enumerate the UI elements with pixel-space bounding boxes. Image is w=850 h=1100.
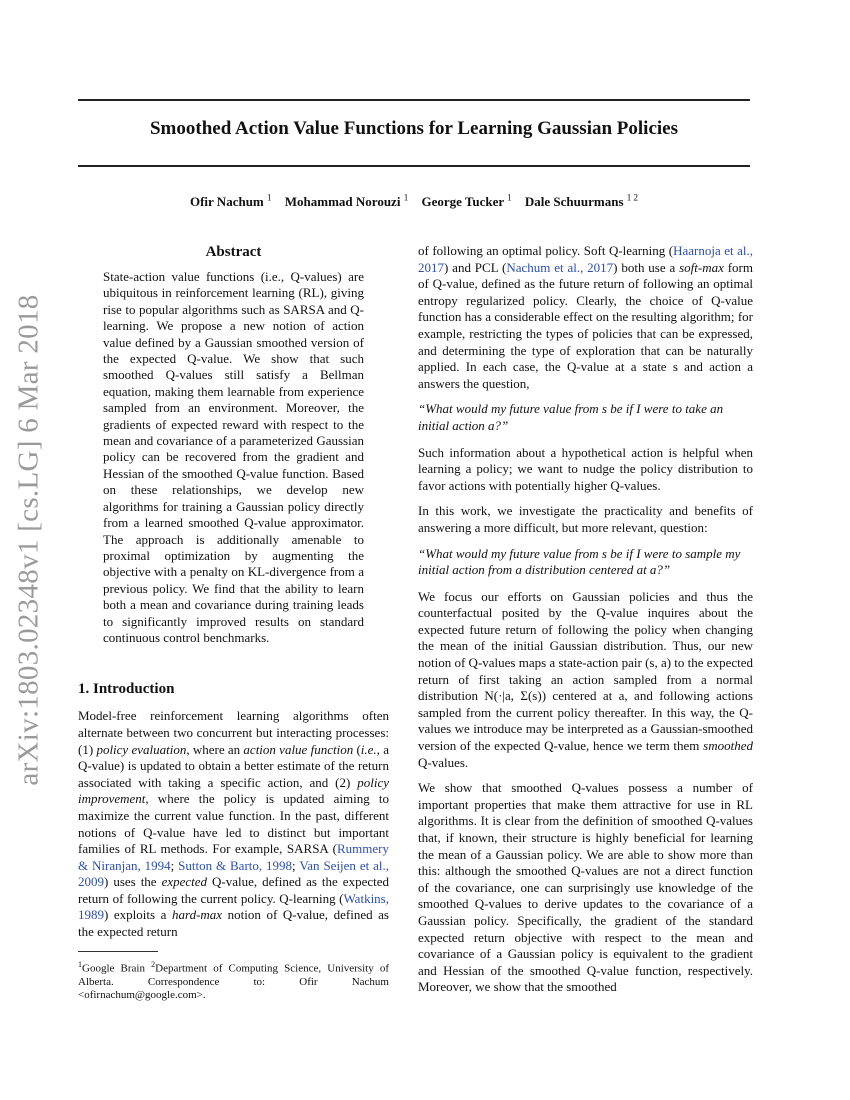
intro-paragraph: Model-free reinforcement learning algorithms often alternate between two concurrent but interacting processes: (1) policy evaluation, where an action value function (i.e., a Q-value) is updated to obtain a better estimate of the return associated with taking a specific action, and (2) policy improvement, where the policy is updated aiming to maximize the current value function. In the past, different notions of Q-value have led to distinct but important families of RL methods. For example, SARSA (Rummery & Niranjan, 1994; Sutton & Barto, 1998; Van Seijen et al., 2009) uses the expected Q-value, defined as the expected return of following the current policy. Q-learning (Watkins, 1989) exploits a hard-max notion of Q-value, defined as the expected return	[78, 708, 389, 940]
citation-link[interactable]: Haarnoja et al., 2017	[418, 243, 753, 275]
author: Dale Schuurmans $^{1 2}$	[524, 193, 639, 210]
abstract-text: State-action value functions (i.e., Q-values) are ubiquitous in reinforcement learning (RL), giving rise to popular algorithms such as SARSA and Q-learning. We propose a new notion of action value defined by a Gaussian smoothed version of the expected Q-value. We show that such smoothed Q-values still satisfy a Bellman equation, making them learnable from experience sampled from an environment. Moreover, the gradients of expected reward with respect to the mean and covariance of a parameterized Gaussian policy can be recovered from the gradient and Hessian of the smoothed Q-value function. Based on these relationships, we develop new algorithms for training a Gaussian policy directly from a learned smoothed Q-value approximator. The approach is additionally amenable to proximal optimization by augmenting the objective with a penalty on KL-divergence from a previous policy. We find that the ability to learn both a mean and covariance during training leads to significantly improved results on standard continuous control benchmarks.	[103, 269, 364, 645]
footnote: $^1$Google Brain $^2$Department of Computing Science, University of Alberta. Correspondence to: Ofir Nachum <ofirnachum@google.com>.	[78, 959, 389, 1002]
citation-link[interactable]: Sutton & Barto, 1998	[178, 857, 293, 873]
quote: “What would my future value from s be if I were to sample my initial action from a distribution centered at a?”	[418, 545, 741, 578]
introduction-heading: 1. Introduction	[78, 681, 175, 698]
title-bottom-rule	[78, 165, 750, 167]
title-top-rule	[78, 99, 750, 101]
right-column	[418, 243, 753, 1005]
left-column	[78, 243, 389, 1003]
body-paragraph: In this work, we investigate the practicality and benefits of answering a more difficult, but more relevant, question:	[418, 503, 753, 535]
author: George Tucker $^1$	[421, 193, 512, 210]
author: Ofir Nachum $^1$	[189, 193, 272, 210]
author: Mohammad Norouzi $^1$	[284, 193, 409, 210]
paper-title: Smoothed Action Value Functions for Learning Gaussian Policies	[149, 118, 679, 139]
body-paragraph: We focus our efforts on Gaussian policies and thus the counterfactual posited by the Q-value inquires about the expected future return of following the policy when changing the mean of the initial Gaussian distribution. Thus, our new notion of Q-values maps a state-action pair (s, a) to the expected return of first taking an action sampled from a normal distribution N(·|a, Σ(s)) centered at a, and following actions sampled from the current policy thereafter. In this way, the Q-values we introduce may be interpreted as a Gaussian-smoothed version of the expected Q-value, hence we term them smoothed Q-values.	[418, 588, 753, 770]
arxiv-identifier: arXiv:1803.02348v1 [cs.LG] 6 Mar 2018	[12, 294, 45, 786]
body-paragraph: We show that smoothed Q-values possess a number of important properties that make them attractive for use in RL algorithms. It is clear from the definition of smoothed Q-values that, if known, their structure is highly beneficial for learning the mean of a Gaussian policy. We are able to show more than this: although the smoothed Q-values are not a direct function of the covariance, one can surprisingly use knowledge of the smoothed Q-values to derive updates to the covariance of a Gaussian policy. Specifically, the gradient of the standard expected return objective with respect to the mean and covariance of a Gaussian policy is equivalent to the gradient and Hessian of the smoothed Q-value function, respectively. Moreover, we show that the smoothed	[418, 780, 753, 995]
citation-link[interactable]: Watkins, 1989	[78, 890, 389, 923]
body-paragraph: of following an optimal policy. Soft Q-learning (Haarnoja et al., 2017) and PCL (Nachum et al., 2017) both use a soft-max form of Q-value, defined as the future return of following an optimal entropy regularized policy. Clearly, the choice of Q-value function has a considerable effect on the resulting algorithm; for example, restricting the types of policies that can be expressed, and determining the type of exploration that can be naturally applied. In each case, the Q-value at a state s and action a answers the question,	[418, 243, 753, 391]
author-list	[78, 193, 750, 210]
footnote-rule	[78, 951, 158, 952]
citation-link[interactable]: Rummery & Niranjan, 1994	[78, 841, 389, 873]
citation-link[interactable]: Van Seijen et al., 2009	[78, 857, 389, 890]
abstract-heading: Abstract	[205, 244, 262, 260]
quote: “What would my future value from s be if I were to take an initial action a?”	[418, 401, 724, 433]
body-paragraph: Such information about a hypothetical action is helpful when learning a policy; we want to nudge the policy distribution to favor actions with potentially higher Q-values.	[418, 444, 753, 493]
citation-link[interactable]: Nachum et al., 2017	[506, 259, 614, 275]
